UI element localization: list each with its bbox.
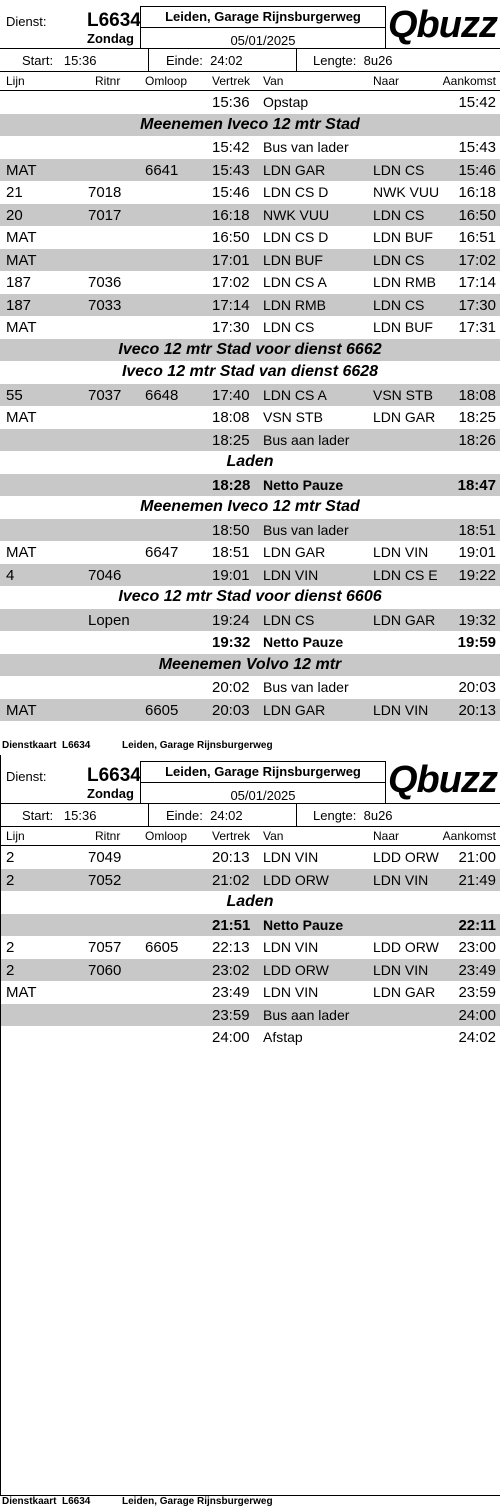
col-omloop: Omloop	[145, 74, 188, 88]
cell-van: LDN BUF	[263, 251, 323, 268]
section-title-text: Laden	[226, 893, 274, 910]
cell-aankomst: 18:25	[458, 409, 496, 426]
cell-aankomst: 24:00	[458, 1006, 496, 1024]
col-naar: Naar	[373, 829, 400, 843]
depot-location: Leiden, Garage Rijnsburgerweg	[141, 9, 385, 28]
depot-location: Leiden, Garage Rijnsburgerweg	[141, 764, 385, 783]
pause-row	[0, 474, 500, 497]
cell-omloop: 6605	[145, 939, 179, 956]
cell-lijn: MAT	[6, 161, 37, 179]
trip-row	[0, 204, 500, 227]
cell-van: LDN CS A	[263, 386, 327, 403]
trip-row	[0, 271, 500, 294]
section-title-text: Meenemen Iveco 12 mtr Stad	[140, 498, 360, 515]
start-label: Start:	[22, 53, 54, 68]
trip-row	[0, 226, 500, 249]
cell-omloop: 6647	[145, 544, 179, 561]
cell-ritnr: 7046	[88, 566, 122, 584]
cell-naar: LDN GAR	[373, 611, 436, 628]
cell-vertrek: 20:13	[212, 849, 250, 866]
cell-vertrek: 15:46	[212, 184, 250, 201]
trip-row	[0, 294, 500, 317]
cell-vertrek: 23:59	[212, 1006, 250, 1024]
cell-vertrek: 15:36	[212, 94, 250, 111]
section-title	[0, 451, 500, 474]
trip-row	[0, 136, 500, 159]
cell-naar: LDN VIN	[373, 544, 429, 560]
cell-vertrek: 19:32	[212, 634, 251, 651]
cell-van: Bus van lader	[263, 139, 349, 155]
section-title	[0, 114, 500, 137]
cell-lijn: 2	[6, 871, 15, 889]
service-date: 05/01/2025	[230, 33, 296, 48]
header-info-box	[140, 6, 386, 49]
cell-vertrek: 18:51	[212, 544, 250, 561]
section-title	[0, 654, 500, 677]
cell-aankomst: 24:02	[458, 1029, 496, 1046]
cell-van: LDN VIN	[263, 939, 319, 955]
trip-row	[0, 519, 500, 542]
length-label: Lengte:	[313, 53, 357, 68]
cell-ritnr: 7033	[88, 296, 122, 314]
column-header	[0, 72, 500, 91]
cell-vertrek: 16:50	[212, 229, 250, 246]
cell-van: Bus van lader	[263, 521, 349, 538]
length-label: Lengte:	[313, 808, 357, 823]
start-label: Start:	[22, 808, 54, 823]
trip-row	[0, 91, 500, 114]
cell-ritnr: 7057	[88, 939, 122, 956]
cell-aankomst: 15:42	[458, 94, 496, 111]
cell-aankomst: 18:26	[458, 431, 496, 449]
cell-naar: LDN VIN	[373, 961, 429, 978]
cell-vertrek: 22:13	[212, 939, 250, 956]
trip-row	[0, 249, 500, 272]
section-title-text: Meenemen Iveco 12 mtr Stad	[140, 115, 360, 133]
cell-vertrek: 18:08	[212, 409, 250, 426]
cell-aankomst: 18:51	[458, 521, 496, 539]
cell-naar: VSN STB	[373, 386, 433, 403]
cell-ritnr: 7018	[88, 184, 122, 201]
col-naar: Naar	[373, 74, 400, 88]
cell-vertrek: 17:01	[212, 251, 250, 269]
cell-naar: LDN GAR	[373, 984, 436, 1000]
schedule-page-1	[0, 0, 500, 721]
trip-row	[0, 159, 500, 182]
page-2-frame	[0, 755, 500, 1496]
cell-aankomst: 22:11	[458, 916, 496, 934]
cell-van: Bus van lader	[263, 679, 349, 695]
dienst-day: Zondag	[87, 786, 134, 801]
cell-vertrek: 17:02	[212, 274, 250, 291]
cell-ritnr: Lopen	[88, 611, 130, 629]
cell-naar: NWK VUU	[373, 184, 440, 200]
footer-location: Leiden, Garage Rijnsburgerweg	[122, 1496, 273, 1507]
cell-aankomst: 21:00	[458, 849, 496, 866]
cell-aankomst: 16:50	[458, 206, 496, 224]
cell-aankomst: 17:31	[458, 319, 496, 336]
cell-lijn: 55	[6, 386, 23, 404]
cell-lijn: MAT	[6, 701, 37, 719]
cell-van: Netto Pauze	[263, 916, 344, 933]
cell-ritnr: 7060	[88, 961, 122, 979]
cell-van: LDN VIN	[263, 849, 319, 865]
shift-meta	[0, 49, 500, 72]
section-title-text: Laden	[226, 453, 274, 470]
trip-row	[0, 699, 500, 722]
page-footer	[2, 1496, 273, 1507]
schedule-table	[0, 91, 500, 721]
cell-vertrek: 20:03	[212, 701, 250, 719]
cell-naar: LDD ORW	[373, 939, 439, 955]
cell-van: LDN CS	[263, 611, 315, 628]
section-title	[0, 361, 500, 384]
cell-ritnr: 7037	[88, 386, 122, 404]
cell-naar: LDN VIN	[373, 701, 429, 718]
footer-label: Dienstkaart	[2, 1496, 57, 1507]
cell-lijn: MAT	[6, 229, 37, 246]
trip-row	[0, 406, 500, 429]
cell-vertrek: 16:18	[212, 206, 250, 224]
cell-aankomst: 17:30	[458, 296, 496, 314]
cell-van: LDD ORW	[263, 871, 329, 888]
col-lijn: Lijn	[6, 74, 25, 88]
cell-aankomst: 16:51	[458, 229, 496, 246]
cell-naar: LDN VIN	[373, 871, 429, 888]
trip-row	[0, 384, 500, 407]
cell-vertrek: 19:24	[212, 611, 250, 629]
pause-row	[0, 631, 500, 654]
cell-naar: LDN CS	[373, 206, 425, 223]
cell-van: NWK VUU	[263, 206, 330, 223]
cell-ritnr: 7049	[88, 849, 122, 866]
cell-ritnr: 7036	[88, 274, 122, 291]
start-time: 15:36	[63, 808, 97, 823]
cell-lijn: 4	[6, 566, 15, 584]
trip-row	[0, 429, 500, 452]
cell-vertrek: 23:49	[212, 984, 250, 1001]
cell-vertrek: 21:51	[212, 916, 251, 934]
cell-lijn: MAT	[6, 409, 37, 426]
cell-vertrek: 17:30	[212, 319, 250, 336]
cell-naar: LDN CS	[373, 296, 425, 313]
cell-lijn: MAT	[6, 984, 37, 1001]
footer-location: Leiden, Garage Rijnsburgerweg	[122, 740, 273, 751]
cell-omloop: 6605	[145, 701, 179, 719]
cell-van: LDN GAR	[263, 544, 326, 560]
footer-code: L6634	[62, 1496, 91, 1507]
cell-vertrek: 18:50	[212, 521, 250, 539]
cell-naar: LDN CS E	[373, 566, 438, 583]
col-ritnr: Ritnr	[95, 829, 121, 843]
cell-vertrek: 23:02	[212, 961, 250, 979]
dienst-day: Zondag	[87, 31, 134, 46]
cell-vertrek: 17:14	[212, 296, 250, 314]
cell-ritnr: 7052	[88, 871, 122, 889]
cell-naar: LDN CS	[373, 161, 425, 178]
cell-aankomst: 17:02	[458, 251, 496, 269]
col-aankomst: Aankomst	[442, 829, 496, 843]
footer-label: Dienstkaart	[2, 740, 57, 751]
cell-van: Bus aan lader	[263, 431, 350, 448]
service-date: 05/01/2025	[230, 788, 296, 803]
end-time: 24:02	[210, 808, 243, 823]
section-title	[0, 339, 500, 362]
cell-ritnr: 7017	[88, 206, 122, 224]
end-time: 24:02	[210, 53, 243, 68]
cell-aankomst: 20:03	[458, 679, 496, 696]
cell-aankomst: 19:22	[458, 566, 496, 584]
cell-aankomst: 23:49	[458, 961, 496, 979]
col-lijn: Lijn	[6, 829, 25, 843]
cell-lijn: 187	[6, 296, 32, 314]
cell-aankomst: 18:47	[457, 476, 496, 494]
col-van: Van	[263, 74, 284, 88]
cell-vertrek: 15:43	[212, 161, 250, 179]
cell-lijn: MAT	[6, 319, 37, 336]
qbuzz-logo: Qbuzz	[388, 4, 497, 46]
cell-vertrek: 15:42	[212, 139, 250, 156]
col-aankomst: Aankomst	[442, 74, 496, 88]
section-title-text: Iveco 12 mtr Stad van dienst 6628	[121, 363, 379, 380]
cell-van: LDN GAR	[263, 701, 326, 718]
cell-aankomst: 18:08	[458, 386, 496, 404]
dienst-number: L6634	[87, 10, 141, 31]
cell-van: LDN CS D	[263, 229, 329, 245]
cell-van: LDD ORW	[263, 961, 329, 978]
cell-aankomst: 19:32	[458, 611, 496, 629]
cell-lijn: 21	[6, 184, 23, 201]
cell-aankomst: 23:00	[458, 939, 496, 956]
cell-van: Netto Pauze	[263, 476, 344, 493]
dienst-label: Dienst:	[6, 769, 47, 784]
cell-naar: LDN BUF	[373, 229, 433, 245]
cell-aankomst: 16:18	[458, 184, 496, 201]
col-van: Van	[263, 829, 284, 843]
cell-naar: LDD ORW	[373, 849, 439, 865]
cell-vertrek: 21:02	[212, 871, 250, 889]
cell-naar: LDN RMB	[373, 274, 437, 290]
cell-naar: LDN GAR	[373, 409, 436, 425]
cell-van: LDN VIN	[263, 984, 319, 1000]
col-vertrek: Vertrek	[212, 829, 251, 843]
cell-aankomst: 19:01	[458, 544, 496, 561]
cell-van: VSN STB	[263, 409, 323, 425]
col-vertrek: Vertrek	[212, 74, 251, 88]
footer-code: L6634	[62, 740, 91, 751]
cell-lijn: 20	[6, 206, 23, 224]
cell-naar: LDN CS	[373, 251, 425, 268]
section-title-text: Iveco 12 mtr Stad voor dienst 6606	[118, 588, 382, 605]
cell-omloop: 6648	[145, 386, 179, 404]
cell-vertrek: 24:00	[212, 1029, 250, 1046]
cell-vertrek: 18:25	[212, 431, 250, 449]
cell-lijn: MAT	[6, 544, 37, 561]
trip-row	[0, 609, 500, 632]
cell-van: LDN RMB	[263, 296, 327, 313]
shift-length: 8u26	[363, 53, 393, 68]
end-label: Einde:	[166, 808, 203, 823]
cell-van: Netto Pauze	[263, 634, 344, 650]
cell-aankomst: 17:14	[458, 274, 496, 291]
cell-van: LDN CS A	[263, 274, 327, 290]
cell-lijn: 2	[6, 961, 15, 979]
cell-van: LDN VIN	[263, 566, 319, 583]
section-title	[0, 586, 500, 609]
cell-vertrek: 19:01	[212, 566, 250, 584]
col-ritnr: Ritnr	[95, 74, 121, 88]
cell-lijn: 2	[6, 849, 15, 866]
cell-omloop: 6641	[145, 161, 179, 179]
cell-lijn: 187	[6, 274, 32, 291]
cell-vertrek: 17:40	[212, 386, 250, 404]
cell-lijn: 2	[6, 939, 15, 956]
section-title	[0, 496, 500, 519]
cell-aankomst: 20:13	[458, 701, 496, 719]
col-omloop: Omloop	[145, 829, 188, 843]
cell-vertrek: 18:28	[212, 476, 251, 494]
section-title-text: Iveco 12 mtr Stad voor dienst 6662	[118, 340, 382, 358]
start-time: 15:36	[63, 53, 97, 68]
trip-row	[0, 564, 500, 587]
end-label: Einde:	[166, 53, 203, 68]
qbuzz-logo: Qbuzz	[388, 759, 497, 801]
cell-van: LDN GAR	[263, 161, 326, 178]
cell-lijn: MAT	[6, 251, 37, 269]
dienst-label: Dienst:	[6, 14, 47, 29]
shift-length: 8u26	[363, 808, 393, 823]
trip-row	[0, 676, 500, 699]
trip-row	[0, 316, 500, 339]
dienst-number: L6634	[87, 765, 141, 786]
cell-aankomst: 19:59	[457, 634, 496, 651]
cell-aankomst: 15:43	[458, 139, 496, 156]
cell-vertrek: 20:02	[212, 679, 250, 696]
page-footer	[2, 740, 273, 751]
page-header	[0, 0, 500, 49]
cell-aankomst: 23:59	[458, 984, 496, 1001]
section-title-text: Meenemen Volvo 12 mtr	[158, 655, 342, 673]
cell-aankomst: 21:49	[458, 871, 496, 889]
cell-van: Afstap	[263, 1029, 303, 1045]
cell-van: LDN CS D	[263, 184, 329, 200]
cell-van: Bus aan lader	[263, 1006, 350, 1023]
cell-aankomst: 15:46	[458, 161, 496, 179]
cell-van: Opstap	[263, 94, 309, 110]
cell-van: LDN CS	[263, 319, 315, 335]
trip-row	[0, 181, 500, 204]
cell-naar: LDN BUF	[373, 319, 433, 335]
trip-row	[0, 541, 500, 564]
